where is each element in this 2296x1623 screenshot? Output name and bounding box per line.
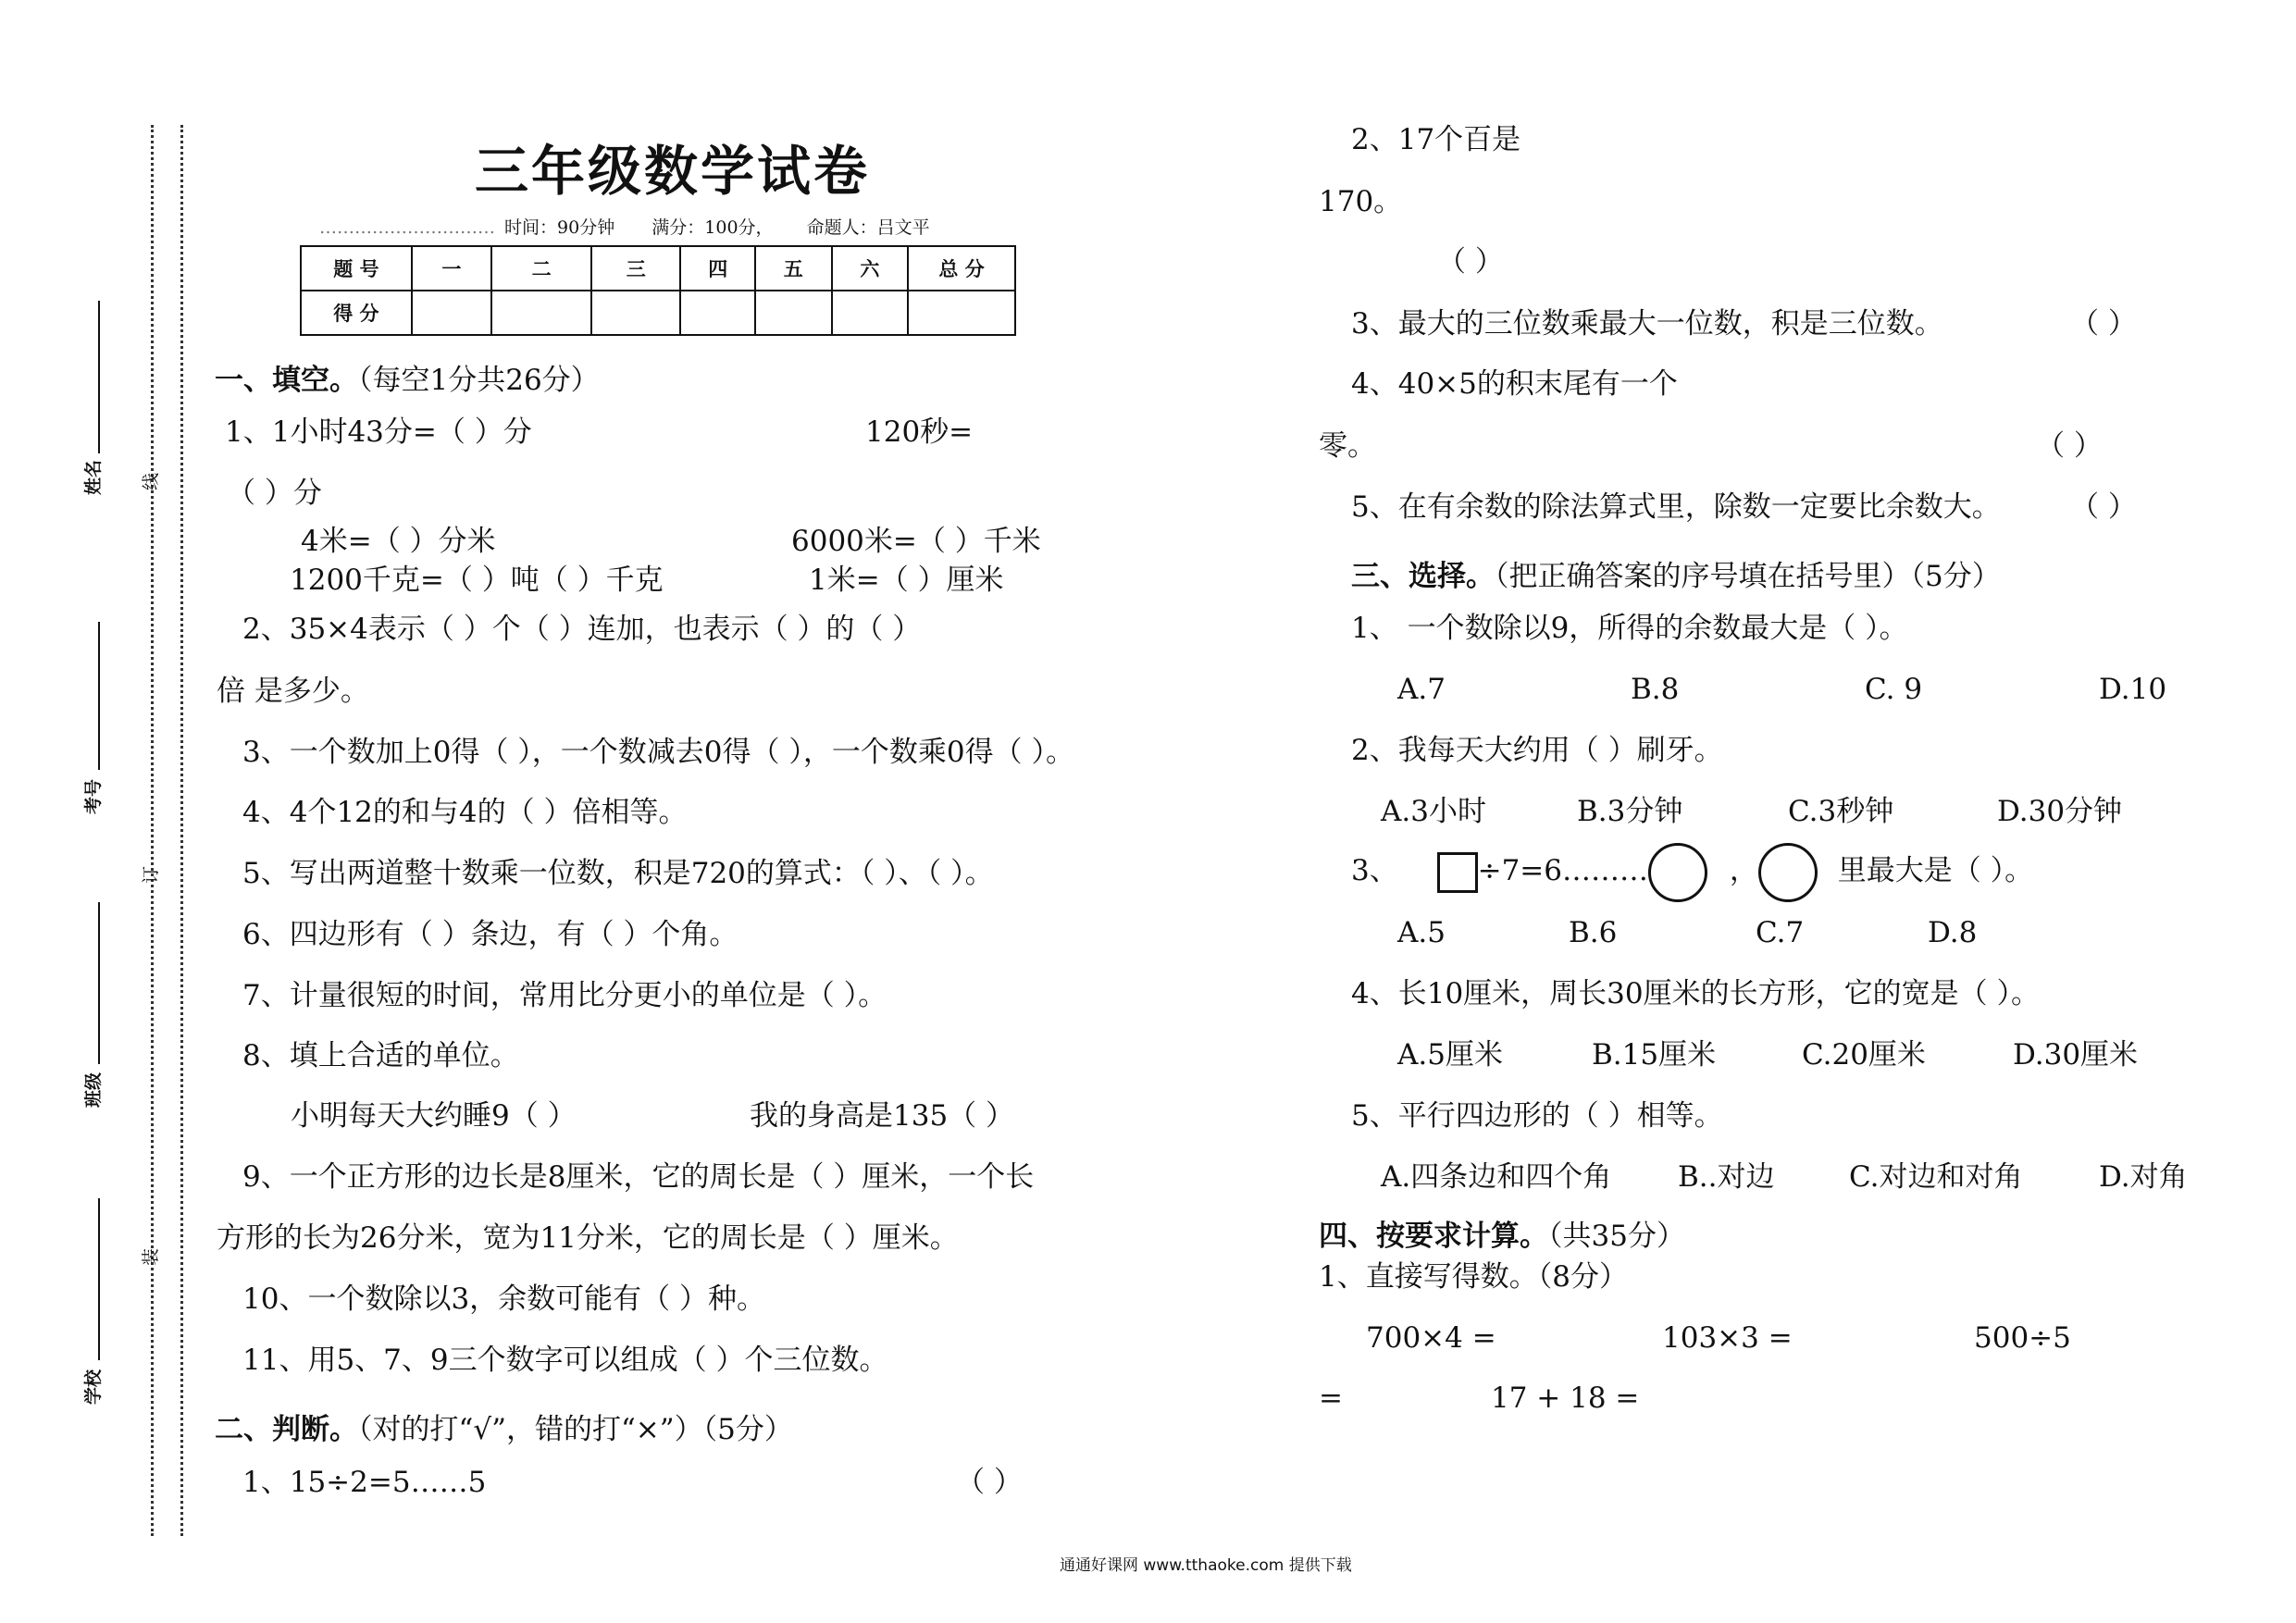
choice-2-option-d[interactable]: D.30分钟 bbox=[1997, 795, 2123, 828]
choice-2-option-c[interactable]: C.3秒钟 bbox=[1788, 795, 1894, 828]
judge-1: 1、15÷2=5……5 bbox=[242, 1466, 487, 1499]
question-11: 11、用5、7、9三个数字可以组成（ ）个三位数。 bbox=[242, 1344, 888, 1377]
page-title: 三年级数学试卷 bbox=[475, 140, 871, 203]
score-input-q5[interactable] bbox=[755, 291, 832, 335]
judge-5-answer-paren[interactable]: （ ） bbox=[2070, 490, 2137, 524]
choice-2-option-b[interactable]: B.3分钟 bbox=[1577, 795, 1683, 828]
question-10: 10、一个数除以3，余数可能有（ ）种。 bbox=[242, 1282, 766, 1316]
name-blank-line[interactable] bbox=[98, 301, 100, 453]
choice-2-option-a[interactable]: A.3小时 bbox=[1381, 795, 1486, 828]
judge-3: 3、最大的三位数乘最大一位数，积是三位数。 bbox=[1351, 307, 1943, 341]
section-1-title: 一、填空。 bbox=[215, 364, 358, 397]
judge-2a: 2、17个百是 bbox=[1351, 123, 1521, 156]
calc-1a: 700×4 = bbox=[1366, 1321, 1496, 1355]
question-4: 4、4个12的和与4的（ ）倍相等。 bbox=[242, 796, 688, 829]
choice-3-option-b[interactable]: B.6 bbox=[1569, 916, 1618, 949]
section-2-heading bbox=[215, 1406, 793, 1447]
score-table-score-row bbox=[301, 291, 1015, 335]
judge-5: 5、在有余数的除法算式里，除数一定要比余数大。 bbox=[1351, 490, 2001, 524]
score-table-header-row bbox=[301, 246, 1015, 291]
binding-line-outer bbox=[151, 125, 154, 1536]
judge-2b: 170。 bbox=[1319, 185, 1403, 218]
question-1a: 1、1小时43分=（ ）分 bbox=[225, 415, 532, 449]
question-3: 3、一个数加上0得（ ），一个数减去0得（ ），一个数乘0得（ ）。 bbox=[242, 736, 1074, 769]
exam-no-blank-line[interactable] bbox=[98, 622, 100, 770]
question-1g: 1米=（ ）厘米 bbox=[809, 564, 1004, 597]
calc-1: 1、直接写得数。（8分） bbox=[1319, 1260, 1628, 1294]
choice-4-option-a[interactable]: A.5厘米 bbox=[1397, 1038, 1503, 1072]
question-6: 6、四边形有（ ）条边，有（ ）个角。 bbox=[242, 918, 738, 951]
section-4-subtitle: （共35分） bbox=[1548, 1220, 1685, 1253]
calc-1b: 103×3 = bbox=[1662, 1321, 1793, 1355]
score-input-q4[interactable] bbox=[680, 291, 755, 335]
question-1d: 4米=（ ）分米 bbox=[301, 525, 496, 558]
choice-3-number: 3、 bbox=[1351, 854, 1398, 887]
choice-5: 5、平行四边形的（ ）相等。 bbox=[1351, 1099, 1723, 1133]
question-1c: （ ）分 bbox=[227, 477, 322, 510]
score-table bbox=[300, 245, 1016, 336]
score-cell-q2: 二 bbox=[491, 246, 591, 291]
choice-3-option-a[interactable]: A.5 bbox=[1397, 916, 1446, 949]
question-1e: 6000米=（ ）千米 bbox=[791, 525, 1041, 558]
question-1b: 120秒= bbox=[865, 415, 974, 449]
choice-4-option-c[interactable]: C.20厘米 bbox=[1802, 1038, 1926, 1072]
choice-3 bbox=[1351, 840, 2033, 901]
side-label-school: 学校 bbox=[83, 1369, 104, 1405]
score-input-total[interactable] bbox=[908, 291, 1015, 335]
meta-author: 命题人：吕文平 bbox=[806, 217, 930, 238]
score-cell-q4: 四 bbox=[680, 246, 755, 291]
choice-3-comma: ， bbox=[1729, 854, 1758, 887]
score-input-q3[interactable] bbox=[591, 291, 680, 335]
choice-4-option-b[interactable]: B.15厘米 bbox=[1592, 1038, 1717, 1072]
side-char-line: 线 bbox=[141, 472, 161, 490]
choice-5-option-c[interactable]: C.对边和对角 bbox=[1849, 1160, 2023, 1194]
section-2-title: 二、判断。 bbox=[215, 1413, 358, 1446]
judge-3-answer-paren[interactable]: （ ） bbox=[2070, 307, 2137, 341]
question-2a: 2、35×4表示（ ）个（ ）连加，也表示（ ）的（ ） bbox=[242, 613, 922, 646]
meta-dots: ………………………… bbox=[319, 217, 495, 238]
choice-5-option-b[interactable]: B..对边 bbox=[1678, 1160, 1775, 1194]
choice-2: 2、我每天大约用（ ）刷牙。 bbox=[1351, 734, 1723, 767]
side-char-bind: 订 bbox=[141, 865, 161, 884]
score-cell-label: 题 号 bbox=[301, 246, 412, 291]
score-input-q1[interactable] bbox=[412, 291, 491, 335]
choice-3-division: ÷7=6……… bbox=[1477, 854, 1648, 887]
judge-4a: 4、40×5的积末尾有一个 bbox=[1351, 367, 1678, 401]
question-8b: 我的身高是135（ ） bbox=[750, 1099, 1015, 1133]
judge-1-answer-paren[interactable]: （ ） bbox=[956, 1466, 1023, 1499]
exam-meta bbox=[319, 214, 930, 239]
choice-3-end: 里最大是（ ）。 bbox=[1837, 854, 2034, 887]
score-input-q2[interactable] bbox=[491, 291, 591, 335]
score-cell-label: 得 分 bbox=[301, 291, 412, 335]
question-9a: 9、一个正方形的边长是8厘米，它的周长是（ ）厘米，一个长 bbox=[242, 1160, 1035, 1194]
choice-3-option-c[interactable]: C.7 bbox=[1756, 916, 1805, 949]
meta-full-score: 满分：100分， bbox=[652, 217, 774, 238]
binding-line-inner bbox=[180, 125, 183, 1536]
choice-5-option-a[interactable]: A.四条边和四个角 bbox=[1381, 1160, 1612, 1194]
section-3-heading bbox=[1351, 552, 2001, 594]
choice-5-option-d[interactable]: D.对角 bbox=[2099, 1160, 2188, 1194]
section-4-title: 四、按要求计算。 bbox=[1319, 1220, 1548, 1253]
section-2-subtitle: （对的打“√”，错的打“×”）（5分） bbox=[358, 1413, 793, 1446]
side-label-class: 班级 bbox=[83, 1072, 104, 1108]
circle-blank-icon bbox=[1758, 843, 1818, 902]
side-label-name: 姓名 bbox=[83, 459, 104, 495]
question-8a: 小明每天大约睡9（ ） bbox=[291, 1099, 577, 1133]
question-1f: 1200千克=（ ）吨（ ）千克 bbox=[290, 564, 664, 597]
calc-1c: 500÷5 bbox=[1974, 1321, 2071, 1355]
section-3-title: 三、选择。 bbox=[1351, 560, 1495, 593]
section-1-heading bbox=[215, 356, 600, 398]
score-input-q6[interactable] bbox=[832, 291, 909, 335]
score-cell-q6: 六 bbox=[832, 246, 909, 291]
school-blank-line[interactable] bbox=[98, 1198, 100, 1360]
calc-1e: 17 + 18 = bbox=[1491, 1381, 1640, 1415]
judge-4b: 零。 bbox=[1319, 429, 1376, 463]
side-label-exam-no: 考号 bbox=[83, 778, 104, 814]
choice-1-option-a[interactable]: A.7 bbox=[1397, 673, 1446, 706]
choice-4: 4、长10厘米，周长30厘米的长方形，它的宽是（ ）。 bbox=[1351, 977, 2040, 1010]
choice-3-option-d[interactable]: D.8 bbox=[1928, 916, 1978, 949]
section-1-subtitle: （每空1分共26分） bbox=[358, 364, 600, 397]
judge-4-answer-paren[interactable]: （ ） bbox=[2036, 429, 2103, 463]
square-blank-icon bbox=[1437, 852, 1478, 893]
calc-1d: = bbox=[1319, 1381, 1343, 1415]
side-char-pack: 装 bbox=[141, 1247, 161, 1266]
question-9b: 方形的长为26分米，宽为11分米，它的周长是（ ）厘米。 bbox=[217, 1221, 959, 1255]
score-cell-q5: 五 bbox=[755, 246, 832, 291]
section-4-heading bbox=[1319, 1212, 1685, 1254]
score-cell-total: 总 分 bbox=[908, 246, 1015, 291]
section-3-subtitle: （把正确答案的序号填在括号里）（5分） bbox=[1495, 560, 2001, 593]
footer-credit: 通通好课网 www.tthaoke.com 提供下载 bbox=[1060, 1556, 1352, 1575]
choice-1-option-b[interactable]: B.8 bbox=[1631, 673, 1680, 706]
question-5: 5、写出两道整十数乘一位数，积是720的算式：（ ）、（ ）。 bbox=[242, 857, 994, 890]
choice-1-option-d[interactable]: D.10 bbox=[2099, 673, 2167, 706]
meta-time: 时间：90分钟 bbox=[504, 217, 615, 238]
judge-2-answer-paren[interactable]: （ ） bbox=[1437, 245, 1504, 279]
score-cell-q1: 一 bbox=[412, 246, 491, 291]
question-7: 7、计量很短的时间，常用比分更小的单位是（ ）。 bbox=[242, 979, 887, 1012]
class-blank-line[interactable] bbox=[98, 902, 100, 1064]
score-cell-q3: 三 bbox=[591, 246, 680, 291]
question-8: 8、填上合适的单位。 bbox=[242, 1039, 519, 1072]
question-2b: 倍 是多少。 bbox=[217, 675, 369, 708]
circle-blank-icon bbox=[1648, 843, 1707, 902]
choice-4-option-d[interactable]: D.30厘米 bbox=[2013, 1038, 2139, 1072]
choice-1: 1、 一个数除以9，所得的余数最大是（ ）。 bbox=[1351, 612, 1908, 645]
choice-1-option-c[interactable]: C. 9 bbox=[1865, 673, 1923, 706]
